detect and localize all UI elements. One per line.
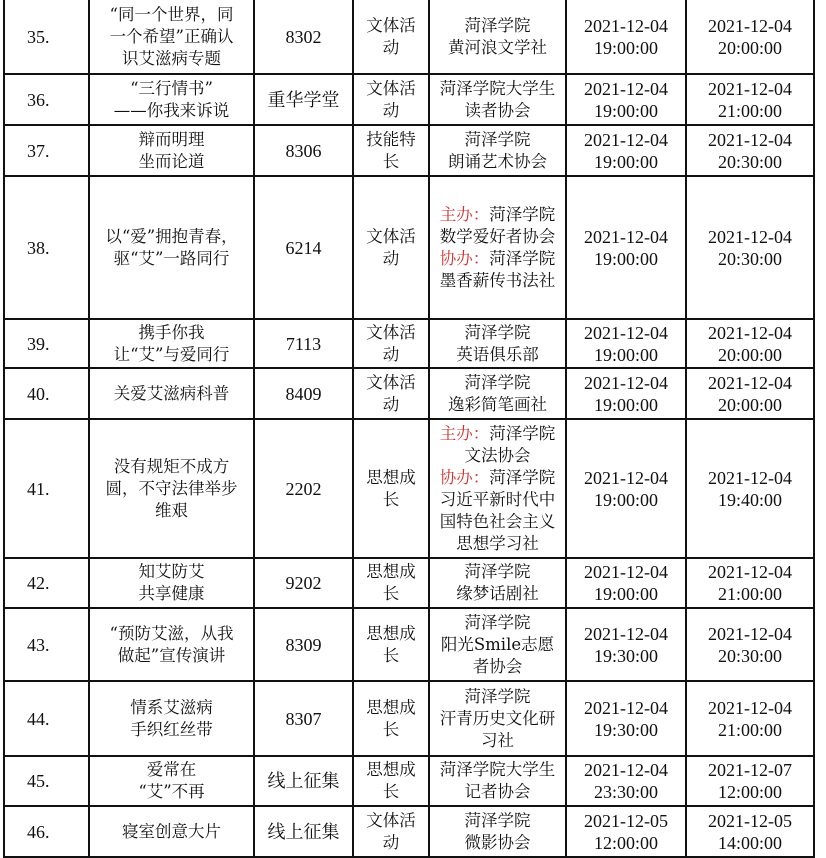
end-time <box>686 125 814 176</box>
end-time <box>686 419 814 558</box>
activity-schedule-table <box>3 0 815 858</box>
text-line: 23:30:00 <box>593 782 658 802</box>
activity-title <box>89 0 254 74</box>
organizer-name: 文法协会 <box>464 445 531 465</box>
text-line: 爱常在 <box>146 760 197 779</box>
text-line: 文体活 <box>366 322 416 342</box>
start-time <box>566 558 686 608</box>
text-line: 关爱艾滋病科普 <box>113 383 230 403</box>
text-line: 思想成 <box>366 467 416 487</box>
text-line: 情系艾滋病 <box>130 697 213 717</box>
row-number: 38. <box>4 176 89 319</box>
activity-title <box>89 681 254 756</box>
organizer-line <box>432 583 563 605</box>
organizer-name: 菏泽学院大学生 <box>439 760 556 779</box>
venue: 8409 <box>254 368 353 419</box>
organizer-name: 菏泽学院 <box>464 612 531 632</box>
organizer-name: 菏泽学院 <box>489 423 556 443</box>
text-line: 19:30:00 <box>593 719 658 740</box>
organizer-name: 朗诵艺术协会 <box>448 151 547 171</box>
organizer-name: 菏泽学院 <box>464 562 531 581</box>
text-line: 长 <box>382 151 400 171</box>
table-row <box>4 756 814 806</box>
category <box>353 125 429 176</box>
text-line: 一个希望”正确认 <box>109 26 234 46</box>
category <box>353 74 429 125</box>
organizer-line <box>432 151 563 173</box>
text-line: 长 <box>382 645 400 665</box>
organizer-name: 记者协会 <box>464 782 531 801</box>
text-line: 2021-12-04 <box>584 226 668 247</box>
table-row <box>4 368 814 419</box>
start-time <box>566 125 686 176</box>
text-line: 12:00:00 <box>717 782 782 802</box>
text-line: 动 <box>382 832 400 852</box>
activity-title <box>89 756 254 806</box>
text-line: 寝室创意大片 <box>122 821 221 841</box>
organizer-name: 菏泽学院 <box>489 248 556 268</box>
venue: 重华学堂 <box>254 74 353 125</box>
text-line: 2021-12-07 <box>708 760 792 780</box>
category <box>353 681 429 756</box>
organizer-line <box>432 204 563 226</box>
text-line: 21:00:00 <box>717 584 782 604</box>
organizer <box>429 125 566 176</box>
row-number: 41. <box>4 419 89 558</box>
text-line: 2021-12-04 <box>708 623 792 644</box>
activity-title <box>89 125 254 176</box>
row-number: 35. <box>4 0 89 74</box>
text-line: 做起”宣传演讲 <box>117 645 226 665</box>
text-line: 19:30:00 <box>593 645 658 666</box>
text-line: 文体活 <box>366 226 416 246</box>
text-line: 2021-12-04 <box>708 322 792 343</box>
table-row <box>4 176 814 319</box>
text-line: 19:00:00 <box>593 489 658 510</box>
text-line: 19:00:00 <box>593 151 658 172</box>
row-number: 46. <box>4 806 89 857</box>
organizer <box>429 74 566 125</box>
organizer-name: 黄河浪文学社 <box>448 37 547 57</box>
text-line: 长 <box>382 719 400 739</box>
venue: 2202 <box>254 419 353 558</box>
organizer-line <box>432 467 563 489</box>
text-line: 19:00:00 <box>593 100 658 121</box>
end-time <box>686 806 814 857</box>
organizer-name: 缘梦话剧社 <box>456 584 539 603</box>
text-line: “艾”不再 <box>138 782 205 801</box>
start-time <box>566 806 686 857</box>
table-row <box>4 608 814 681</box>
organizer <box>429 608 566 681</box>
text-line: 知艾防艾 <box>138 562 205 581</box>
organizer-name: 墨香薪传书法社 <box>439 270 556 290</box>
organizer-role-label: 主办： <box>439 423 490 443</box>
table-row <box>4 419 814 558</box>
organizer-name: 数学爱好者协会 <box>439 226 556 246</box>
text-line: 20:00:00 <box>717 344 782 365</box>
organizer-name: 菏泽学院 <box>464 810 531 830</box>
organizer-line <box>432 372 563 394</box>
organizer-line <box>432 533 563 555</box>
activity-title <box>89 319 254 368</box>
organizer-name: 逸彩简笔画社 <box>448 394 547 414</box>
organizer <box>429 419 566 558</box>
text-line: 2021-12-04 <box>708 129 792 150</box>
text-line: 2021-12-04 <box>584 623 668 644</box>
start-time <box>566 608 686 681</box>
row-number: 40. <box>4 368 89 419</box>
text-line: 19:00:00 <box>593 584 658 604</box>
organizer-name: 菏泽学院 <box>464 129 531 149</box>
organizer-role-label: 协办： <box>439 248 490 268</box>
category <box>353 176 429 319</box>
organizer-name: 微影协会 <box>464 832 531 852</box>
text-line: 2021-12-04 <box>708 562 792 582</box>
text-line: 2021-12-04 <box>708 78 792 99</box>
text-line: 2021-12-04 <box>584 322 668 343</box>
text-line: 14:00:00 <box>717 832 782 853</box>
text-line: 2021-12-04 <box>708 467 792 488</box>
text-line: 2021-12-04 <box>708 226 792 247</box>
category <box>353 419 429 558</box>
text-line: 共享健康 <box>138 584 205 603</box>
organizer <box>429 319 566 368</box>
text-line: 动 <box>382 394 400 414</box>
organizer-line <box>432 15 563 37</box>
start-time <box>566 74 686 125</box>
organizer-line <box>432 270 563 292</box>
organizer-line <box>432 394 563 416</box>
table-row <box>4 0 814 74</box>
organizer-line <box>432 634 563 656</box>
organizer <box>429 756 566 806</box>
text-line: 思想成 <box>366 562 416 581</box>
organizer <box>429 806 566 857</box>
venue: 7113 <box>254 319 353 368</box>
end-time <box>686 681 814 756</box>
text-line: 20:00:00 <box>717 394 782 415</box>
text-line: 长 <box>382 584 400 603</box>
end-time <box>686 368 814 419</box>
organizer-name: 菏泽学院 <box>464 686 531 706</box>
end-time <box>686 0 814 74</box>
start-time <box>566 176 686 319</box>
table-row <box>4 558 814 608</box>
text-line: 21:00:00 <box>717 719 782 740</box>
venue: 8307 <box>254 681 353 756</box>
organizer-name: 菏泽学院大学生 <box>439 78 556 98</box>
activity-title <box>89 558 254 608</box>
text-line: 2021-12-04 <box>584 697 668 718</box>
venue: 8306 <box>254 125 353 176</box>
organizer-name: 思想学习社 <box>456 533 539 553</box>
text-line: 以“爱”拥抱青春， <box>105 226 238 246</box>
text-line: 21:00:00 <box>717 100 782 121</box>
organizer <box>429 681 566 756</box>
text-line: 19:00:00 <box>593 394 658 415</box>
text-line: 2021-12-04 <box>584 15 668 36</box>
end-time <box>686 756 814 806</box>
text-line: 思想成 <box>366 697 416 717</box>
end-time <box>686 558 814 608</box>
organizer-line <box>432 781 563 803</box>
text-line: “预防艾滋，从我 <box>109 623 234 643</box>
organizer-name: 阳光Smile志愿 <box>440 634 555 654</box>
text-line: 20:30:00 <box>717 248 782 269</box>
organizer-line <box>432 37 563 59</box>
activity-title <box>89 608 254 681</box>
organizer-role-label: 协办： <box>439 467 490 487</box>
text-line: 20:00:00 <box>717 37 782 58</box>
row-number: 45. <box>4 756 89 806</box>
organizer-line <box>432 730 563 752</box>
organizer-name: 菏泽学院 <box>464 372 531 392</box>
organizer-line <box>432 612 563 634</box>
table-row <box>4 125 814 176</box>
start-time <box>566 681 686 756</box>
text-line: 文体活 <box>366 78 416 98</box>
organizer-line <box>432 445 563 467</box>
text-line: 思想成 <box>366 623 416 643</box>
text-line: 2021-12-05 <box>708 810 792 831</box>
category <box>353 0 429 74</box>
organizer-name: 习社 <box>481 730 514 750</box>
organizer-name: 英语俱乐部 <box>456 344 539 364</box>
text-line: 驱“艾”一路同行 <box>113 248 230 268</box>
organizer-line <box>432 656 563 678</box>
text-line: 携手你我 <box>138 322 205 342</box>
text-line: “同一个世界，同 <box>109 4 234 24</box>
text-line: 2021-12-04 <box>708 15 792 36</box>
category <box>353 368 429 419</box>
organizer-name: 菏泽学院 <box>489 204 556 224</box>
text-line: 2021-12-04 <box>708 372 792 393</box>
text-line: 20:30:00 <box>717 151 782 172</box>
organizer-line <box>432 511 563 533</box>
text-line: 20:30:00 <box>717 645 782 666</box>
end-time <box>686 608 814 681</box>
organizer-name: 国特色社会主义 <box>439 511 556 531</box>
text-line: 2021-12-04 <box>584 562 668 582</box>
organizer-line <box>432 226 563 248</box>
venue: 8302 <box>254 0 353 74</box>
text-line: 手织红丝带 <box>130 719 213 739</box>
row-number: 43. <box>4 608 89 681</box>
end-time <box>686 176 814 319</box>
text-line: 动 <box>382 344 400 364</box>
organizer-name: 菏泽学院 <box>464 15 531 35</box>
table-row <box>4 319 814 368</box>
organizer-line <box>432 489 563 511</box>
category <box>353 756 429 806</box>
table-row <box>4 806 814 857</box>
table-row <box>4 681 814 756</box>
text-line: 动 <box>382 248 400 268</box>
start-time <box>566 0 686 74</box>
organizer-line <box>432 832 563 854</box>
organizer-line <box>432 100 563 122</box>
text-line: 文体活 <box>366 15 416 35</box>
row-number: 44. <box>4 681 89 756</box>
venue: 8309 <box>254 608 353 681</box>
organizer <box>429 558 566 608</box>
organizer-line <box>432 708 563 730</box>
start-time <box>566 756 686 806</box>
table-row <box>4 74 814 125</box>
text-line: 12:00:00 <box>593 832 658 853</box>
text-line: 2021-12-05 <box>584 810 668 831</box>
category <box>353 558 429 608</box>
text-line: 文体活 <box>366 810 416 830</box>
text-line: 识艾滋病专题 <box>122 48 221 68</box>
organizer <box>429 176 566 319</box>
activity-title <box>89 74 254 125</box>
text-line: 2021-12-04 <box>708 697 792 718</box>
category <box>353 608 429 681</box>
activity-title <box>89 419 254 558</box>
text-line: 2021-12-04 <box>584 129 668 150</box>
text-line: 让“艾”与爱同行 <box>113 344 230 364</box>
text-line: 技能特 <box>366 129 416 149</box>
text-line: 19:00:00 <box>593 248 658 269</box>
start-time <box>566 319 686 368</box>
text-line: 19:00:00 <box>593 344 658 365</box>
venue: 9202 <box>254 558 353 608</box>
text-line: 长 <box>382 489 400 509</box>
text-line: 19:40:00 <box>717 489 782 510</box>
text-line: 思想成 <box>366 760 416 779</box>
activity-title <box>89 176 254 319</box>
organizer-line <box>432 810 563 832</box>
text-line: 2021-12-04 <box>584 467 668 488</box>
organizer-name: 读者协会 <box>464 100 531 120</box>
end-time <box>686 319 814 368</box>
text-line: 辩而明理 <box>138 129 205 149</box>
text-line: 2021-12-04 <box>584 372 668 393</box>
text-line: 2021-12-04 <box>584 760 668 780</box>
organizer-line <box>432 344 563 366</box>
organizer-line <box>432 322 563 344</box>
activity-title <box>89 806 254 857</box>
row-number: 37. <box>4 125 89 176</box>
organizer-line <box>432 423 563 445</box>
organizer-line <box>432 129 563 151</box>
organizer-name: 习近平新时代中 <box>439 489 556 509</box>
venue: 线上征集 <box>254 756 353 806</box>
organizer-name: 者协会 <box>472 656 523 676</box>
organizer-name: 菏泽学院 <box>489 467 556 487</box>
organizer-line <box>432 78 563 100</box>
text-line: 动 <box>382 37 400 57</box>
text-line: ——你我来诉说 <box>113 100 230 120</box>
activity-title <box>89 368 254 419</box>
text-line: 圆，不守法律举步 <box>105 478 238 498</box>
text-line: 坐而论道 <box>138 151 205 171</box>
text-line: 文体活 <box>366 372 416 392</box>
text-line: 动 <box>382 100 400 120</box>
organizer-line <box>432 561 563 583</box>
organizer <box>429 368 566 419</box>
text-line: 没有规矩不成方 <box>113 456 230 476</box>
organizer <box>429 0 566 74</box>
organizer-line <box>432 248 563 270</box>
text-line: 维艰 <box>155 500 188 520</box>
row-number: 39. <box>4 319 89 368</box>
text-line: 19:00:00 <box>593 37 658 58</box>
text-line: 长 <box>382 782 400 801</box>
category <box>353 319 429 368</box>
organizer-line <box>432 759 563 781</box>
start-time <box>566 368 686 419</box>
row-number: 36. <box>4 74 89 125</box>
organizer-role-label: 主办： <box>439 204 490 224</box>
end-time <box>686 74 814 125</box>
venue: 6214 <box>254 176 353 319</box>
text-line: 2021-12-04 <box>584 78 668 99</box>
category <box>353 806 429 857</box>
start-time <box>566 419 686 558</box>
row-number: 42. <box>4 558 89 608</box>
organizer-line <box>432 686 563 708</box>
text-line: “三行情书” <box>130 78 213 98</box>
venue: 线上征集 <box>254 806 353 857</box>
organizer-name: 菏泽学院 <box>464 322 531 342</box>
organizer-name: 汗青历史文化研 <box>439 708 556 728</box>
